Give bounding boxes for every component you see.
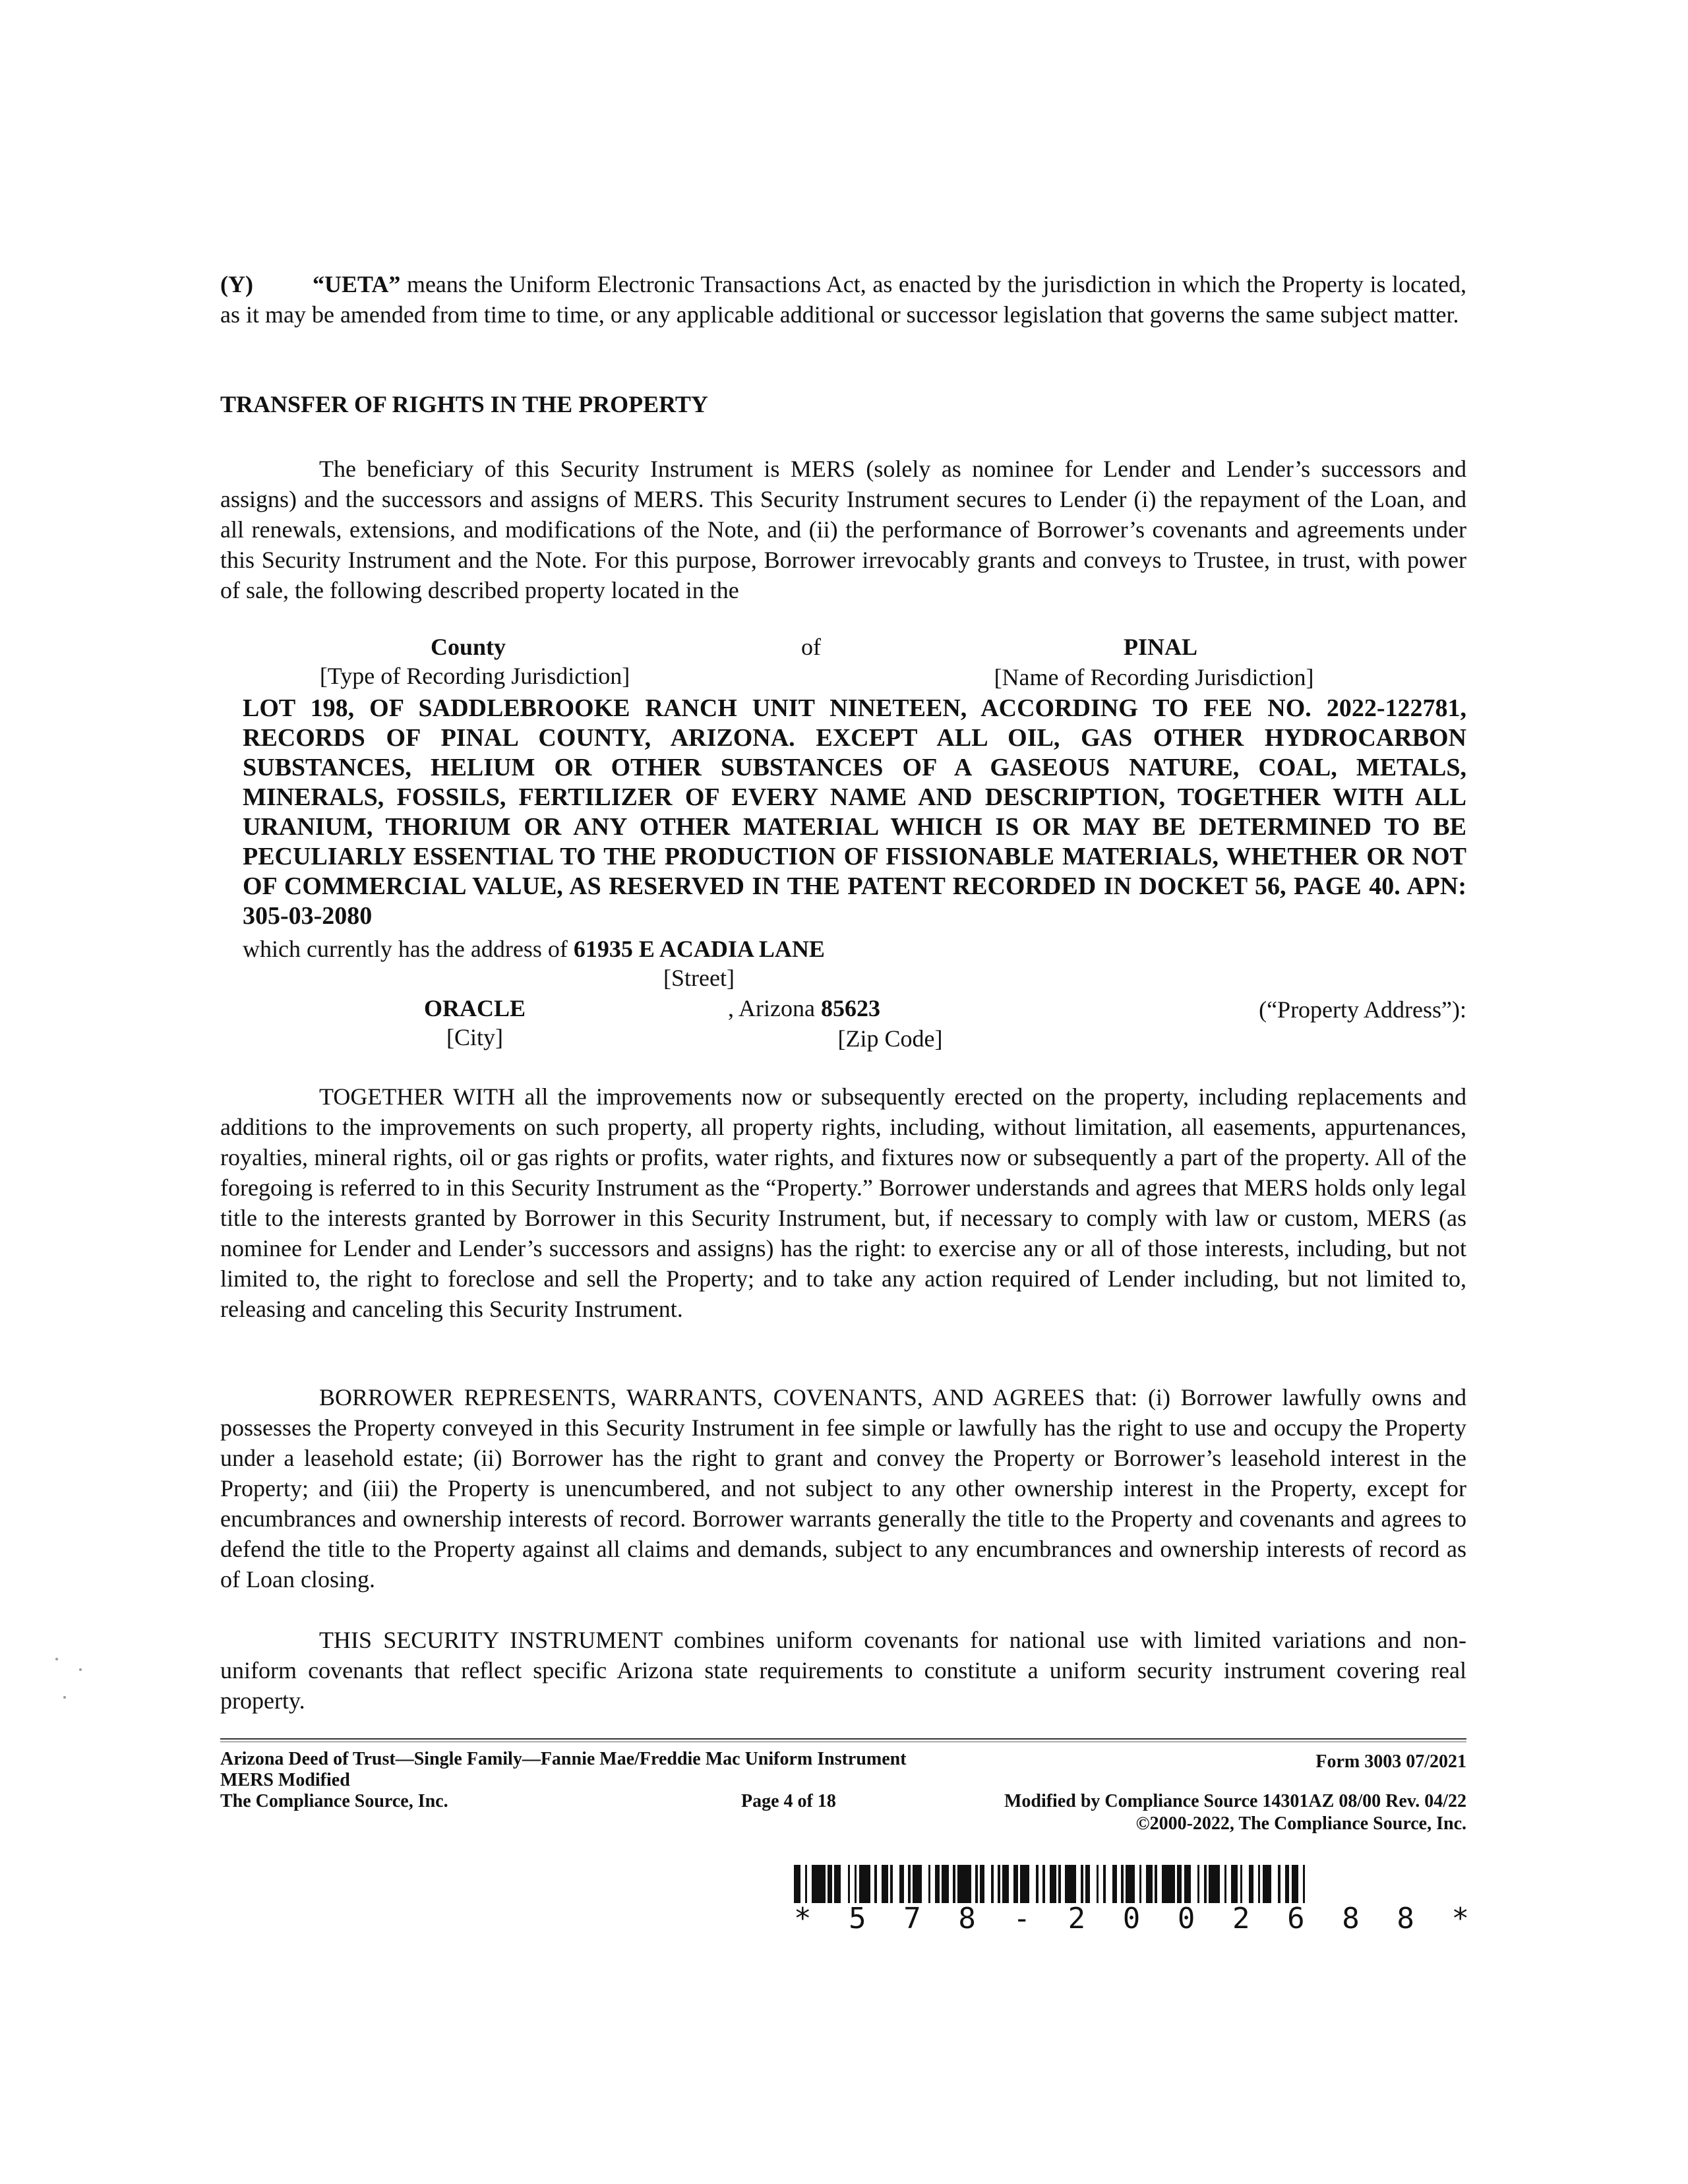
jurisdiction-of: of	[801, 634, 821, 660]
zip-value: 85623	[820, 995, 880, 1021]
barcode-bar	[1139, 1865, 1141, 1903]
section-heading: TRANSFER OF RIGHTS IN THE PROPERTY	[220, 391, 708, 417]
definition-text: means the Uniform Electronic Transactions Act, as enacted by the jurisdiction in which the Property is located, as it may be amended from time to time, or any applicable additional or successor legislation that governs the same subject matter.	[220, 271, 1466, 328]
barcode-bar	[991, 1865, 993, 1903]
barcode-bar	[794, 1865, 800, 1903]
barcode-char: 8	[1397, 1902, 1414, 1935]
barcode-bar	[1085, 1865, 1090, 1903]
barcode-char: 5	[849, 1902, 866, 1935]
barcode-bar	[942, 1865, 948, 1903]
barcode-bar	[882, 1865, 888, 1903]
barcode-char: 2	[1232, 1902, 1250, 1935]
scan-speck	[79, 1668, 82, 1671]
barcode-bar	[855, 1865, 857, 1903]
barcode-bar	[828, 1865, 832, 1903]
state-value: , Arizona	[728, 995, 815, 1021]
state-zip	[728, 994, 992, 1022]
barcode-bar	[1285, 1865, 1290, 1903]
barcode-bar	[1177, 1865, 1182, 1903]
barcode-bar	[1126, 1865, 1135, 1903]
barcode-bar	[1249, 1865, 1253, 1903]
barcode	[794, 1865, 1469, 1903]
jurisdiction-name-value: PINAL	[1123, 634, 1197, 660]
barcode-bar	[834, 1865, 841, 1903]
property-address-label: (“Property Address”):	[1259, 996, 1466, 1023]
barcode-bar	[1042, 1865, 1044, 1903]
footer-modified: Modified by Compliance Source 14301AZ 08/00 Rev. 04/22	[1004, 1791, 1466, 1811]
barcode-bar	[1292, 1865, 1298, 1903]
beneficiary-paragraph	[220, 454, 1466, 605]
barcode-bar	[1184, 1865, 1191, 1903]
barcode-bar	[953, 1865, 955, 1903]
barcode-char: *	[1451, 1902, 1469, 1935]
security-instrument-paragraph	[220, 1625, 1466, 1716]
borrower-represents-paragraph	[220, 1382, 1466, 1594]
footer-page: Page 4 of 18	[741, 1791, 836, 1811]
barcode-bar	[1013, 1865, 1018, 1903]
barcode-bar	[975, 1865, 977, 1903]
jurisdiction-type-value: County	[430, 634, 506, 660]
barcode-bar	[1050, 1865, 1056, 1903]
barcode-bar	[1162, 1865, 1175, 1903]
barcode-bar	[1081, 1865, 1083, 1903]
barcode-bar	[1103, 1865, 1105, 1903]
address-lead: which currently has the address of	[243, 936, 568, 962]
definition-y	[220, 269, 1466, 330]
footer-rule	[220, 1738, 1466, 1740]
barcode-char: -	[1013, 1902, 1031, 1935]
street-value: 61935 E ACADIA LANE	[573, 936, 825, 962]
barcode-bar	[1112, 1865, 1117, 1903]
barcode-bar	[1058, 1865, 1060, 1903]
city-value: ORACLE	[423, 995, 526, 1021]
barcode-char: 8	[958, 1902, 976, 1935]
definition-term: “UETA”	[313, 271, 401, 297]
scan-speck	[55, 1658, 58, 1660]
barcode-bar	[957, 1865, 971, 1903]
barcode-bar	[1204, 1865, 1206, 1903]
barcode-bar	[1263, 1865, 1272, 1903]
barcode-bar	[913, 1865, 922, 1903]
barcode-bar	[1278, 1865, 1280, 1903]
barcode-bar	[890, 1865, 892, 1903]
barcode-bar	[1097, 1865, 1099, 1903]
barcode-bar	[805, 1865, 807, 1903]
barcode-bar	[1209, 1865, 1220, 1903]
barcode-bar	[935, 1865, 940, 1903]
beneficiary-text: The beneficiary of this Security Instrument is MERS (solely as nominee for Lender and Lender’s successors and assigns) and the successors and assigns of MERS. This Security Instrument secures to Lender (i) the repayment of the Loan, and all renewals, extensions, and modifications of the Note, and (ii) the performance of Borrower’s covenants and agreements under this Security Instrument and the Note. For this purpose, Borrower irrevocably grants and conveys to Trustee, in trust, with power of sale, the following described property located in the	[220, 456, 1466, 603]
barcode-bar	[899, 1865, 904, 1903]
borrower-represents-text: BORROWER REPRESENTS, WARRANTS, COVENANTS, AND AGREES that: (i) Borrower lawfully owns and possesses the Property conveyed in this Security Instrument in fee simple or lawfully has the right to use and occupy the Property under a leasehold estate; (ii) Borrower has the right to grant and convey the Property or Borrower’s leasehold interest in the Property; and (iii) the Property is unencumbered, and not subject to any other ownership interest in the Property, except for encumbrances and ownership interests of record. Borrower warrants generally the title to the Property and covenants and agrees to defend the title to the Property against all claims and demands, subject to any encumbrances and ownership interests of record as of Loan closing.	[220, 1384, 1466, 1592]
city-caption: [City]	[446, 1024, 503, 1050]
definition-tag: (Y)	[220, 271, 253, 297]
barcode-bar	[874, 1865, 876, 1903]
scan-speck	[63, 1696, 66, 1699]
barcode-bar	[908, 1865, 910, 1903]
barcode-bar	[1303, 1865, 1305, 1903]
barcode-char: 0	[1122, 1902, 1141, 1935]
barcode-bar	[1146, 1865, 1153, 1903]
footer-mers: MERS Modified	[220, 1770, 350, 1790]
barcode-bar	[812, 1865, 825, 1903]
legal-description	[243, 694, 1466, 931]
barcode-bar	[1020, 1865, 1029, 1903]
footer-form-number: Form 3003 07/2021	[1315, 1751, 1466, 1772]
barcode-char: 6	[1287, 1902, 1305, 1935]
together-with-text: TOGETHER WITH all the improvements now or subsequently erected on the property, including replacements and additions to the improvements on such property, all property rights, including, without limitation, all easements, appurtenances, royalties, mineral rights, oil or gas rights or profits, water rights, and fixtures now or subsequently a part of the property. All of the foregoing is referred to in this Security Instrument as the “Property.” Borrower understands and agrees that MERS holds only legal title to the interests granted by Borrower in this Security Instrument, but, if necessary to comply with law or custom, MERS (as nominee for Lender and Lender’s successors and assigns) has the right: to exercise any or all of those interests, including, but not limited to, the right to foreclose and sell the Property; and to take any action required of Lender including, but not limited to, releasing and canceling this Security Instrument.	[220, 1083, 1466, 1322]
barcode-char: *	[794, 1902, 812, 1935]
barcode-char: 7	[903, 1902, 921, 1935]
barcode-bar	[1155, 1865, 1157, 1903]
barcode-bar	[859, 1865, 870, 1903]
barcode-bar	[1121, 1865, 1123, 1903]
zip-caption: [Zip Code]	[837, 1025, 943, 1052]
barcode-char: 2	[1068, 1902, 1086, 1935]
barcode-bar	[1258, 1865, 1260, 1903]
barcode-bar	[980, 1865, 984, 1903]
barcode-bar	[1231, 1865, 1238, 1903]
barcode-bar	[1240, 1865, 1242, 1903]
together-with-paragraph	[220, 1081, 1466, 1324]
security-instrument-text: THIS SECURITY INSTRUMENT combines uniform covenants for national use with limited variations and non-uniform covenants that reflect specific Arizona state requirements to constitute a uniform security instrument covering real property.	[220, 1627, 1466, 1714]
barcode-bar	[928, 1865, 930, 1903]
footer-company: The Compliance Source, Inc.	[220, 1791, 448, 1811]
barcode-char: 8	[1342, 1902, 1360, 1935]
street-caption: [Street]	[663, 965, 735, 991]
barcode-bar	[1036, 1865, 1038, 1903]
barcode-char: 0	[1177, 1902, 1195, 1935]
footer-form-title: Arizona Deed of Trust—Single Family—Fannie Mae/Freddie Mac Uniform Instrument	[220, 1749, 907, 1769]
barcode-bar	[1002, 1865, 1009, 1903]
address-line	[243, 935, 1166, 963]
footer-copyright: ©2000-2022, The Compliance Source, Inc.	[1135, 1813, 1466, 1834]
barcode-bar	[998, 1865, 1000, 1903]
barcode-bar	[1224, 1865, 1226, 1903]
jurisdiction-name-caption: [Name of Recording Jurisdiction]	[994, 664, 1314, 690]
barcode-bar	[1065, 1865, 1076, 1903]
barcode-bar	[848, 1865, 850, 1903]
barcode-text	[794, 1902, 1469, 1935]
barcode-bar	[1197, 1865, 1199, 1903]
jurisdiction-type-caption: [Type of Recording Jurisdiction]	[319, 663, 630, 689]
legal-description-text: LOT 198, OF SADDLEBROOKE RANCH UNIT NINETEEN, ACCORDING TO FEE NO. 2022-122781, RECORDS OF PINAL COUNTY, ARIZONA. EXCEPT ALL OIL, GAS OTHER HYDROCARBON SUBSTANCES, HELIUM OR OTHER SUBSTANCES OF A GASEOUS NATURE, COAL, METALS, MINERALS, FOSSILS, FERTILIZER OF EVERY NAME AND DESCRIPTION, TOGETHER WITH ALL URANIUM, THORIUM OR ANY OTHER MATERIAL WHICH IS OR MAY BE DETERMINED TO BE PECULIARLY ESSENTIAL TO THE PRODUCTION OF FISSIONABLE MATERIALS, WHETHER OR NOT OF COMMERCIAL VALUE, AS RESERVED IN THE PATENT RECORDED IN DOCKET 56, PAGE 40. APN: 305-03-2080	[243, 694, 1466, 930]
